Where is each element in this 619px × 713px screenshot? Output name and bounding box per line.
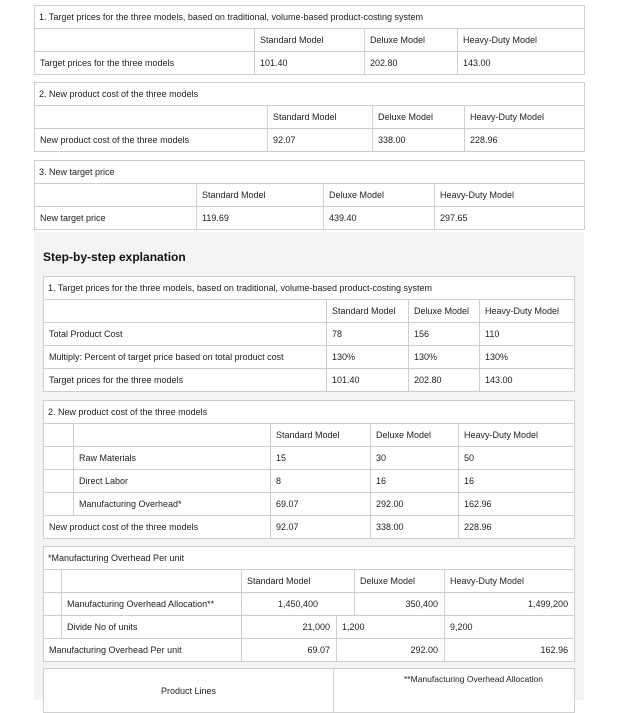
cell-value: 439.40 xyxy=(324,207,435,230)
cell-value: 1,499,200 xyxy=(445,593,575,616)
cell-value: 292.00 xyxy=(371,493,459,516)
cell-value: 69.07 xyxy=(242,639,337,662)
cell-value: 228.96 xyxy=(465,129,585,152)
col-header-standard: Standard Model xyxy=(268,106,373,129)
row-label: New target price xyxy=(35,207,197,230)
table-row xyxy=(44,470,575,493)
col-header-deluxe: Deluxe Model xyxy=(365,29,458,52)
explanation-table-4 xyxy=(43,668,575,713)
answer-table-3 xyxy=(34,160,585,230)
col-header-standard: Standard Model xyxy=(271,424,371,447)
cell-value: 130% xyxy=(409,346,480,369)
col-header-heavy-duty: Heavy-Duty Model xyxy=(445,570,575,593)
cell-value: 162.96 xyxy=(459,493,575,516)
cell-value: 130% xyxy=(327,346,409,369)
table-title: 2. New product cost of the three models xyxy=(44,401,575,424)
table-row-total xyxy=(44,516,575,539)
table-title: 3. New target price xyxy=(35,161,585,184)
overhead-allocation-header: **Manufacturing Overhead Allocation xyxy=(334,669,575,713)
table-row xyxy=(44,493,575,516)
table-row xyxy=(44,346,575,369)
cell-value: 143.00 xyxy=(480,369,575,392)
answer-table-1 xyxy=(34,5,585,75)
explanation-table-3 xyxy=(43,546,575,662)
cell-value: 156 xyxy=(409,323,480,346)
cell-value: 228.96 xyxy=(459,516,575,539)
cell-value: 16 xyxy=(371,470,459,493)
cell-value: 110 xyxy=(480,323,575,346)
table-title: 1. Target prices for the three models, based on traditional, volume-based product-costing system xyxy=(35,6,585,29)
cell-value: 297.65 xyxy=(435,207,585,230)
row-label: New product cost of the three models xyxy=(35,129,268,152)
col-header-deluxe: Deluxe Model xyxy=(355,570,445,593)
cell-value: 292.00 xyxy=(337,639,445,662)
cell-value: 21,000 xyxy=(242,616,337,639)
row-label: Divide No of units xyxy=(62,616,242,639)
col-header-deluxe: Deluxe Model xyxy=(371,424,459,447)
cell-value: 130% xyxy=(480,346,575,369)
table-row xyxy=(44,323,575,346)
col-header-standard: Standard Model xyxy=(327,300,409,323)
cell-value: 1,450,400 xyxy=(242,593,355,616)
answer-table-2 xyxy=(34,82,585,152)
cell-value: 15 xyxy=(271,447,371,470)
cell-value: 350,400 xyxy=(355,593,445,616)
col-header-deluxe: Deluxe Model xyxy=(409,300,480,323)
cell-value: 338.00 xyxy=(371,516,459,539)
cell-value: 202.80 xyxy=(409,369,480,392)
col-header-standard: Standard Model xyxy=(197,184,324,207)
row-label: Multiply: Percent of target price based on total product cost xyxy=(44,346,327,369)
explanation-table-1 xyxy=(43,276,575,392)
row-label: Target prices for the three models xyxy=(35,52,255,75)
row-label: New product cost of the three models xyxy=(44,516,271,539)
row-label: Raw Materials xyxy=(74,447,271,470)
col-header-deluxe: Deluxe Model xyxy=(373,106,465,129)
cell-value: 202.80 xyxy=(365,52,458,75)
cell-value: 8 xyxy=(271,470,371,493)
cell-value: 50 xyxy=(459,447,575,470)
col-header-heavy-duty: Heavy-Duty Model xyxy=(458,29,585,52)
cell-value: 101.40 xyxy=(255,52,365,75)
cell-value: 16 xyxy=(459,470,575,493)
col-header-heavy-duty: Heavy-Duty Model xyxy=(465,106,585,129)
explanation-heading: Step-by-step explanation xyxy=(43,250,186,264)
row-label: Manufacturing Overhead Per unit xyxy=(44,639,242,662)
cell-value: 78 xyxy=(327,323,409,346)
col-header-heavy-duty: Heavy-Duty Model xyxy=(459,424,575,447)
col-header-standard: Standard Model xyxy=(255,29,365,52)
table-row xyxy=(44,447,575,470)
cell-value: 101.40 xyxy=(327,369,409,392)
col-header-deluxe: Deluxe Model xyxy=(324,184,435,207)
cell-value: 92.07 xyxy=(271,516,371,539)
cell-value: 9,200 xyxy=(445,616,575,639)
row-label: Total Product Cost xyxy=(44,323,327,346)
cell-value: 1,200 xyxy=(337,616,445,639)
cell-value: 30 xyxy=(371,447,459,470)
row-label: Target prices for the three models xyxy=(44,369,327,392)
col-header-standard: Standard Model xyxy=(242,570,355,593)
table-row xyxy=(44,616,575,639)
product-lines-header: Product Lines xyxy=(44,669,334,713)
row-label: Manufacturing Overhead Allocation** xyxy=(62,593,242,616)
table-row xyxy=(44,369,575,392)
explanation-table-2 xyxy=(43,400,575,539)
cell-value: 162.96 xyxy=(445,639,575,662)
cell-value: 92.07 xyxy=(268,129,373,152)
table-title: *Manufacturing Overhead Per unit xyxy=(44,547,575,570)
row-label: Manufacturing Overhead* xyxy=(74,493,271,516)
table-title: 2. New product cost of the three models xyxy=(35,83,585,106)
col-header-heavy-duty: Heavy-Duty Model xyxy=(480,300,575,323)
cell-value: 119.69 xyxy=(197,207,324,230)
cell-value: 69.07 xyxy=(271,493,371,516)
table-row xyxy=(44,639,575,662)
table-row xyxy=(44,593,575,616)
row-label: Direct Labor xyxy=(74,470,271,493)
cell-value: 338.00 xyxy=(373,129,465,152)
col-header-heavy-duty: Heavy-Duty Model xyxy=(435,184,585,207)
table-title: 1. Target prices for the three models, based on traditional, volume-based product-costing system xyxy=(44,277,575,300)
cell-value: 143.00 xyxy=(458,52,585,75)
